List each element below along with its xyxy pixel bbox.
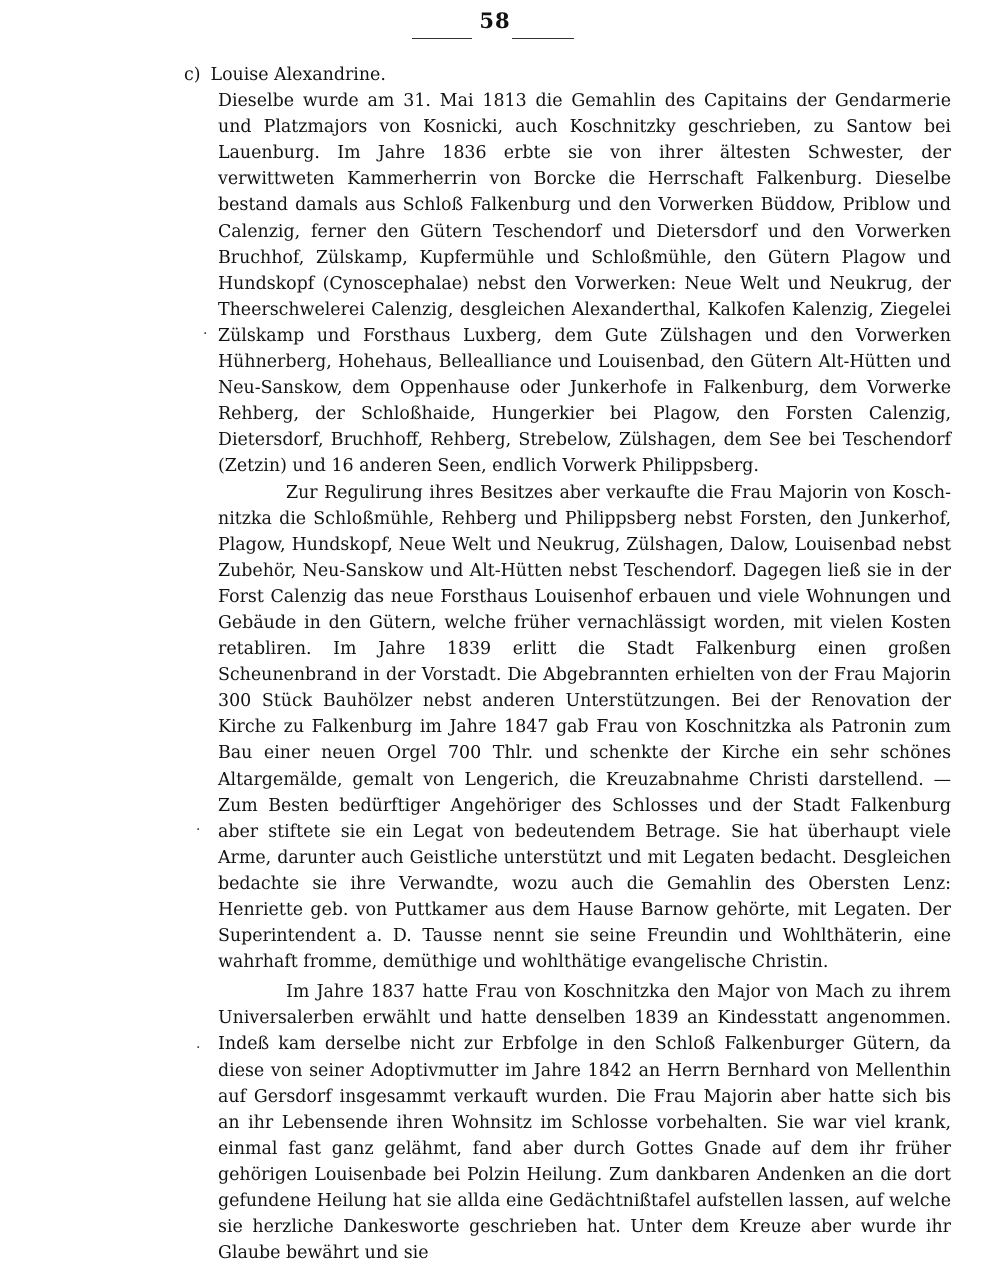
paragraph-3: Im Jahre 1837 hatte Frau von Koschnitzka den Major von Mach zu ihrem Universalerben erwählt und hatte denselben 1839 an Kindesstatt angenommen. Indeß kam derselbe nicht zur Erbfolge in den Schloß Falkenburger Gütern, da diese von seiner Adoptivmutter im Jahre 1842 an Herrn Bernhard von Mellenthin auf Gersdorf insgesammt verkauft wurden. Die Frau Majorin aber hatte sich bis an ihr Lebensende ihren Wohnsitz im Schlosse vorbehalten. Sie war viel krank, einmal fast ganz gelähmt, fand aber durch Gottes Gnade auf dem ihr früher gehörigen Louisenbade bei Polzin Heilung. Zum dankbaren Andenken an die dort gefundene Heilung hat sie allda eine Gedächtnißtafel aufstellen lassen, auf welche sie herzliche Dankesworte geschrieben hat. Unter dem Kreuze aber wurde ihr Glaube bewährt und sie (218, 982, 951, 1264)
margin-dot-mark: · (196, 822, 201, 838)
body-text (184, 62, 951, 1266)
section-heading (184, 62, 917, 88)
page-header (0, 8, 1002, 33)
header-rule-right (512, 38, 574, 39)
paragraph-1: Dieselbe wurde am 31. Mai 1813 die Gemahlin des Capitains der Gendarmerie und Platzmajors von Kosnicki, auch Koschnitzky geschrieben, zu Santow bei Lauenburg. Im Jahre 1836 erbte sie von ihrer ältesten Schwester, der verwittweten Kammerherrin von Borcke die Herrschaft Falkenburg. Dieselbe bestand damals aus Schloß Falkenburg und den Vorwerken Büddow, Priblow und Calenzig, ferner den Gütern Teschendorf und Dietersdorf und den Vorwerken Bruchhof, Zülskamp, Kupfermühle und Schloßmühle, den Gütern Plagow und Hundskopf (Cynoscephalae) nebst den Vorwerken: Neue Welt und Neukrug, der Theerschwelerei Calenzig, desgleichen Alexanderthal, Kalkofen Kalenzig, Ziegelei Zülskamp und Forsthaus Luxberg, dem Gute Zülshagen und den Vorwerken Hühnerberg, Hohehaus, Bellealliance und Louisenbad, den Gütern Alt-Hütten und Neu-Sanskow, dem Oppenhause oder Junkerhofe in Falkenburg, dem Vorwerke Rehberg, der Schloßhaide, Hungerkier bei Plagow, den Forsten Calenzig, Dietersdorf, Bruchhoff, Rehberg, Strebelow, Zülshagen, dem See bei Teschendorf (Zetzin) und 16 anderen Seen, endlich Vorwerk Philippsberg. (218, 91, 951, 477)
header-rule-left (412, 38, 472, 39)
margin-dot-mark: · (203, 326, 208, 342)
paragraph-2: Zur Regulirung ihres Besitzes aber verkaufte die Frau Majorin von Koschnitzka die Schloßmühle, Rehberg und Philippsberg nebst Forsten, den Junkerhof, Plagow, Hundskopf, Neue Welt und Neukrug, Zülshagen, Dalow, Louisenbad nebst Zubehör, Neu-Sanskow und Alt-Hütten nebst Teschendorf. Dagegen ließ sie in der Forst Calenzig das neue Forsthaus Louisenhof erbauen und viele Wohnungen und Gebäude in den Gütern, welche früher vernachlässigt worden, mit vielen Kosten retabliren. Im Jahre 1839 erlitt die Stadt Falkenburg einen großen Scheunenbrand in der Vorstadt. Die Abgebrannten erhielten von der Frau Majorin 300 Stück Bauhölzer nebst anderen Unterstützungen. Bei der Renovation der Kirche zu Falkenburg im Jahre 1847 gab Frau von Koschnitzka als Patronin zum Bau einer neuen Orgel 700 Thlr. und schenkte der Kirche ein sehr schönes Altargemälde, gemalt von Lengerich, die Kreuzabnahme Christi darstellend. — Zum Besten bedürftiger Angehöriger des Schlosses und der Stadt Falkenburg aber stiftete sie ein Legat von bedeutendem Betrage. Sie hat überhaupt viele Arme, darunter auch Geistliche unterstützt und mit Legaten bedacht. Desgleichen bedachte sie ihre Verwandte, wozu auch die Gemahlin des Obersten Lenz: Henriette geb. von Puttkamer aus dem Hause Barnow gehörte, mit Legaten. Der Superintendent a. D. Tausse nennt sie seine Freundin und Wohlthäterin, eine wahrhaft fromme, demüthige und wohlthätige evangelische Christin. (218, 482, 951, 973)
section-letter: c) (184, 65, 201, 85)
margin-dot-mark: · (196, 1040, 201, 1056)
page-number: 58 (479, 8, 511, 33)
section-title: Louise Alexandrine. (210, 65, 386, 85)
